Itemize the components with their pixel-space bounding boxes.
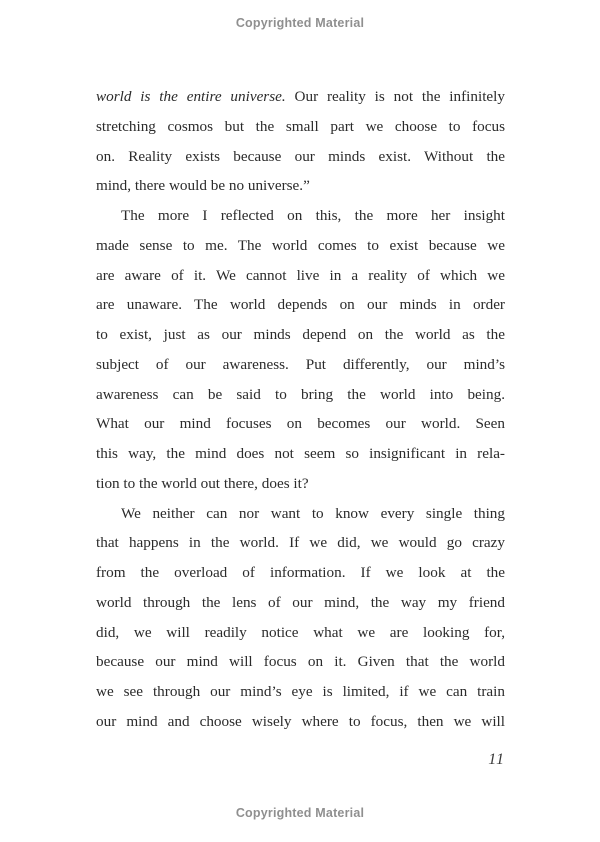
page-number: 11 bbox=[488, 751, 505, 768]
italic-phrase: world is the entire universe. bbox=[96, 88, 286, 105]
body-text bbox=[96, 82, 505, 737]
text-line: we see through our mind’s eye is limited, if we can train bbox=[96, 683, 505, 700]
text-line: We neither can nor want to know every single thing bbox=[121, 504, 505, 522]
text-line: awareness can be said to bring the world into being. bbox=[96, 385, 505, 403]
text-line: are aware of it. We cannot live in a reality of which we bbox=[96, 266, 505, 284]
copyright-banner-top: Copyrighted Material bbox=[235, 16, 365, 30]
text-line: our mind and choose wisely where to focus, then we will bbox=[96, 712, 505, 730]
text-line: that happens in the world. If we did, we would go crazy bbox=[96, 534, 505, 552]
text-line: because our mind will focus on it. Given that the world bbox=[96, 653, 505, 671]
text-line: did, we will readily notice what we are looking for, bbox=[96, 623, 505, 641]
text-line: this way, the mind does not seem so insignificant in rela- bbox=[96, 445, 505, 462]
text-line: mind, there would be no universe.” bbox=[96, 177, 310, 195]
text-line: to exist, just as our minds depend on the world as the bbox=[96, 326, 505, 343]
text-line: stretching cosmos but the small part we choose to focus bbox=[96, 117, 505, 135]
text-line: tion to the world out there, does it? bbox=[96, 474, 309, 492]
text-line: subject of our awareness. Put differently, our mind’s bbox=[96, 355, 505, 373]
text-line: from the overload of information. If we look at the bbox=[96, 564, 505, 581]
paragraph bbox=[96, 499, 505, 737]
paragraph bbox=[96, 201, 505, 499]
copyright-banner-bottom: Copyrighted Material bbox=[235, 806, 365, 820]
text-line: made sense to me. The world comes to exist because we bbox=[96, 236, 505, 254]
paragraph bbox=[96, 82, 505, 201]
text-line: world is the entire universe. Our reality is not the infinitely bbox=[96, 88, 505, 105]
text-line: The more I reflected on this, the more her insight bbox=[121, 207, 505, 224]
text-line: What our mind focuses on becomes our world. Seen bbox=[96, 415, 505, 433]
text-line: world through the lens of our mind, the way my friend bbox=[96, 593, 505, 611]
text-line: are unaware. The world depends on our minds in order bbox=[96, 296, 505, 314]
text-line: on. Reality exists because our minds exist. Without the bbox=[96, 147, 505, 165]
